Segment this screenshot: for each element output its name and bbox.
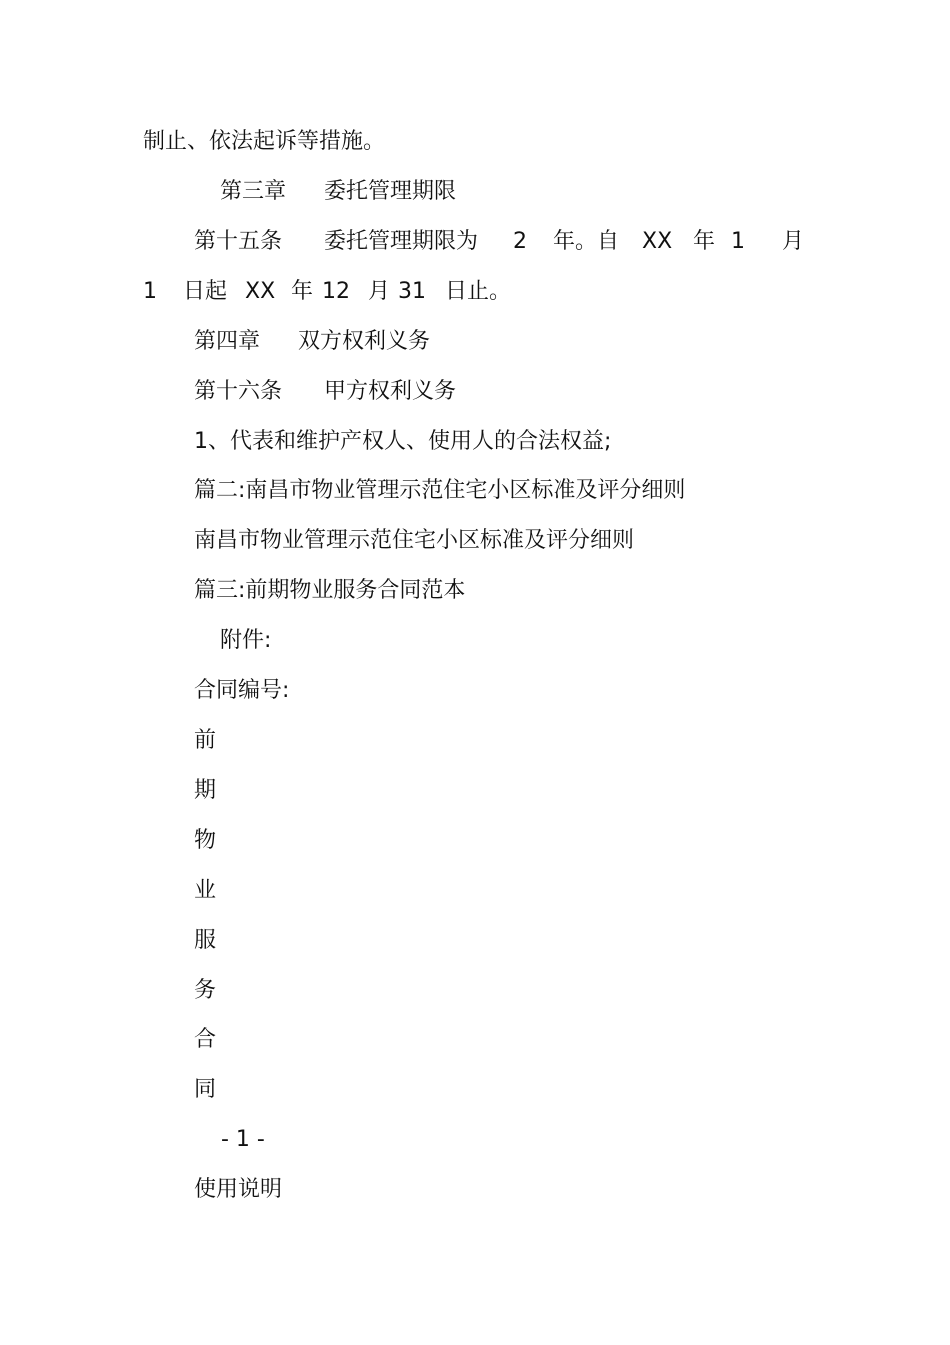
month-value: 12 xyxy=(322,279,350,304)
article-text: 年。自 xyxy=(553,229,620,254)
section-heading xyxy=(194,476,685,506)
title-char: 同 xyxy=(194,1077,217,1102)
page-number-text: - 1 - xyxy=(221,1127,265,1152)
page-number xyxy=(221,1125,265,1155)
year-placeholder: XX xyxy=(642,229,673,254)
title-char: 服 xyxy=(194,928,217,953)
vertical-title-char xyxy=(194,826,216,856)
attachment-text: 附件: xyxy=(220,628,272,653)
vertical-title-char xyxy=(194,776,216,806)
usage-instructions-heading xyxy=(194,1175,282,1205)
contract-number-text: 合同编号: xyxy=(194,678,290,703)
chapter-number: 第四章 xyxy=(194,329,261,354)
title-char: 前 xyxy=(194,728,217,753)
section-title: 篇二:南昌市物业管理示范住宅小区标准及评分细则 xyxy=(194,478,686,503)
title-char: 物 xyxy=(194,828,217,853)
article-text: 年 xyxy=(291,279,314,304)
list-item xyxy=(194,427,611,457)
vertical-title-char xyxy=(194,926,216,956)
title-char: 期 xyxy=(194,778,217,803)
chapter-title: 委托管理期限 xyxy=(324,179,457,204)
article-text: 日起 xyxy=(183,279,228,304)
article-number: 第十六条 xyxy=(194,379,283,404)
article-text: 日止。 xyxy=(445,279,512,304)
article-text: 月 xyxy=(782,229,805,254)
vertical-title-char xyxy=(194,1025,216,1055)
term-value: 2 xyxy=(513,229,527,254)
list-item-text: 1、代表和维护产权人、使用人的合法权益; xyxy=(194,429,612,454)
day-value: 31 xyxy=(398,279,426,304)
vertical-title-char xyxy=(194,876,216,906)
article-title: 甲方权利义务 xyxy=(324,379,457,404)
title-char: 业 xyxy=(194,878,217,903)
title-char: 务 xyxy=(194,978,217,1003)
article-number: 第十五条 xyxy=(194,229,283,254)
section-title: 篇三:前期物业服务合同范本 xyxy=(194,578,466,603)
day-value: 1 xyxy=(143,279,157,304)
article-text: 月 xyxy=(368,279,391,304)
vertical-title-char xyxy=(194,976,216,1006)
paragraph-text: 制止、依法起诉等措施。 xyxy=(143,129,386,154)
article-text: 年 xyxy=(693,229,716,254)
usage-instructions-text: 使用说明 xyxy=(194,1177,283,1202)
section-heading xyxy=(194,576,465,606)
vertical-title-char xyxy=(194,726,216,756)
month-value: 1 xyxy=(731,229,745,254)
text-line xyxy=(143,127,385,157)
section-subtitle-text: 南昌市物业管理示范住宅小区标准及评分细则 xyxy=(194,528,635,553)
section-subtitle xyxy=(194,526,634,556)
article-text: 委托管理期限为 xyxy=(324,229,479,254)
chapter-title: 双方权利义务 xyxy=(298,329,431,354)
chapter-number: 第三章 xyxy=(220,179,287,204)
year-placeholder: XX xyxy=(245,279,276,304)
attachment-label xyxy=(220,626,271,656)
contract-number-label xyxy=(194,676,289,706)
vertical-title-char xyxy=(194,1075,216,1105)
title-char: 合 xyxy=(194,1027,217,1052)
